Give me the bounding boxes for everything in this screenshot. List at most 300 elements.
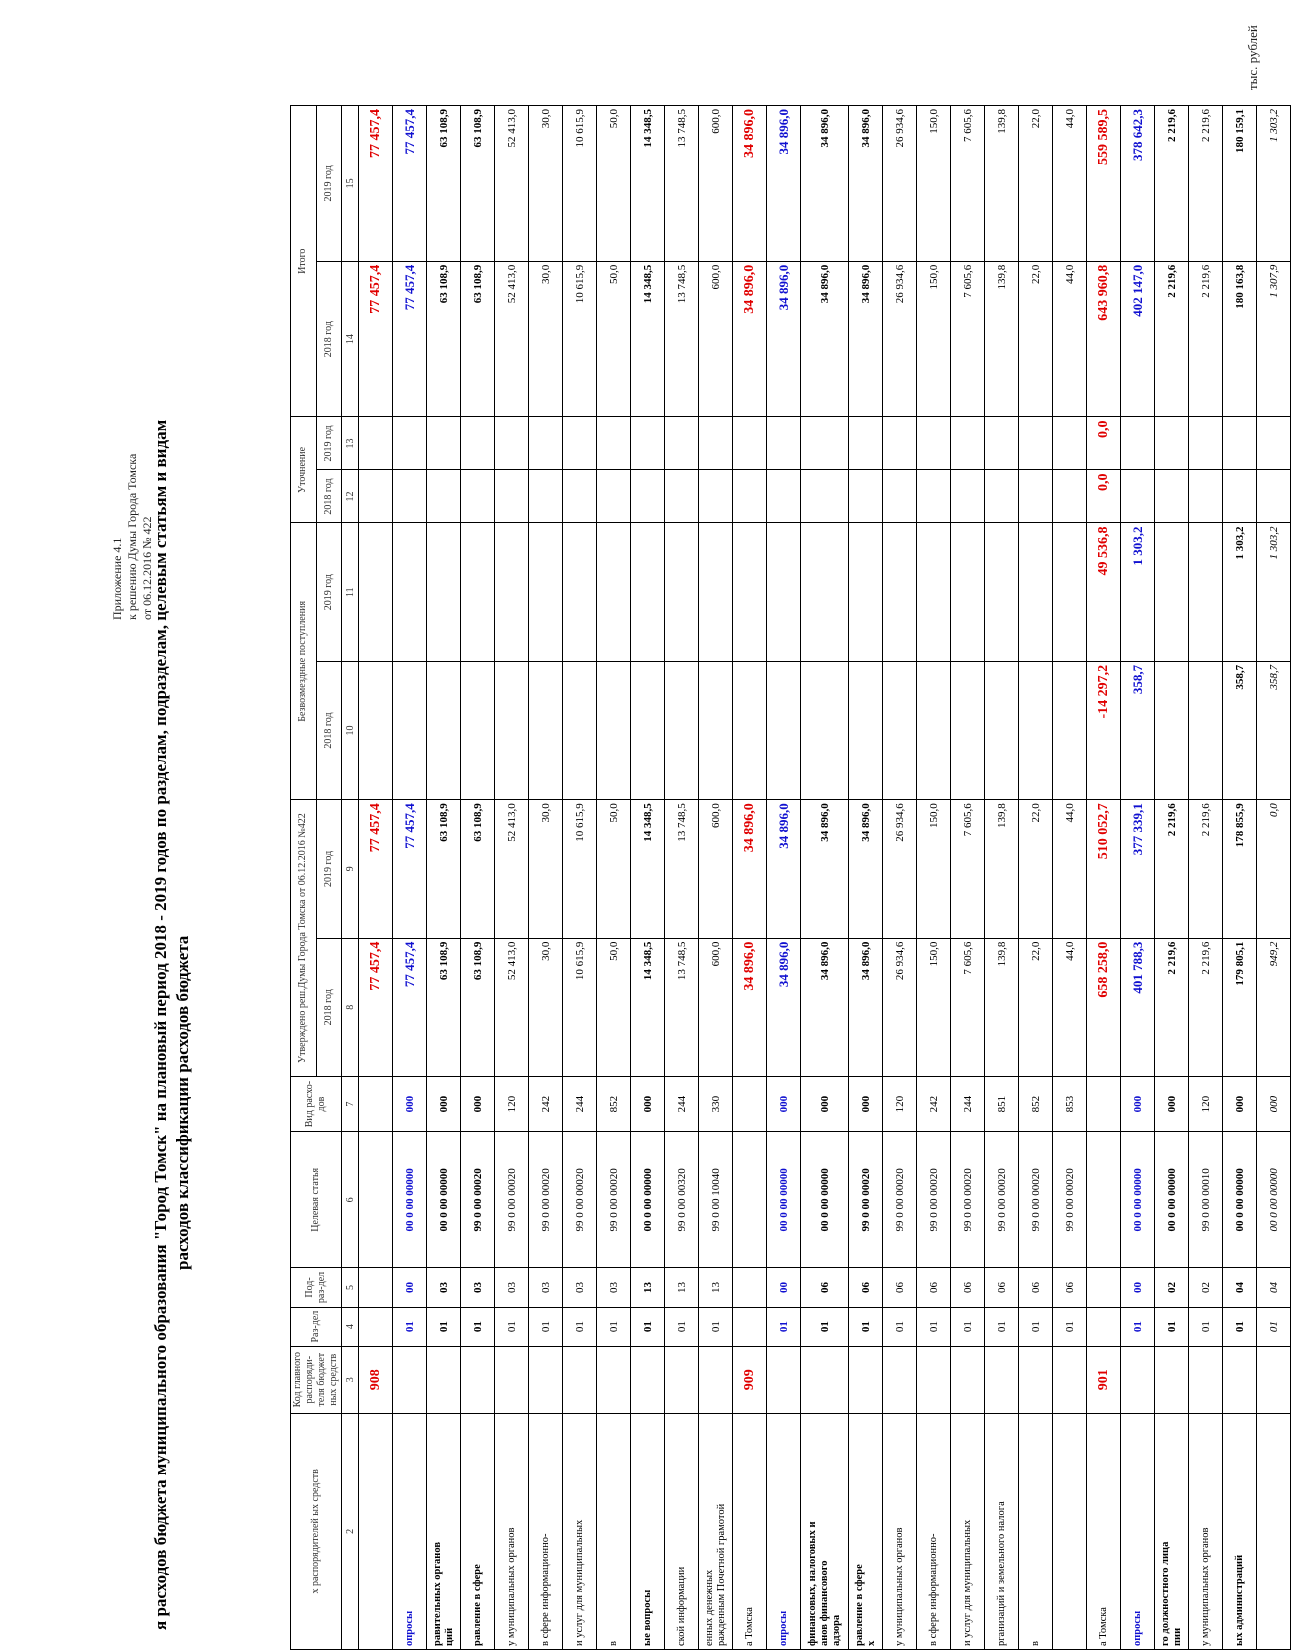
- row-vid: 000: [849, 1076, 883, 1131]
- row-name: [1053, 1413, 1087, 1649]
- row-name: финансовых, налоговых и анов финансового адзора: [801, 1413, 849, 1649]
- row-total-2018: 63 108,9: [461, 261, 495, 417]
- col-target: Целевая статья: [291, 1132, 342, 1268]
- row-free-2019: 1 303,2: [1121, 523, 1155, 661]
- row-razdel: 01: [1189, 1307, 1223, 1346]
- row-free-2019: [883, 523, 917, 661]
- row-podrazdel: 06: [801, 1268, 849, 1307]
- row-target: 99 0 00 00020: [985, 1132, 1019, 1268]
- row-code: [665, 1346, 699, 1413]
- row-podrazdel: 06: [883, 1268, 917, 1307]
- row-refine-2019: [1223, 417, 1257, 470]
- row-vid: [1087, 1076, 1121, 1131]
- table-row: [1019, 106, 1053, 1650]
- row-refine-2018: [1189, 470, 1223, 523]
- row-approved-2018: 658 258,0: [1087, 938, 1121, 1076]
- row-vid: 000: [1121, 1076, 1155, 1131]
- row-target: 99 0 00 00020: [563, 1132, 597, 1268]
- row-name: опросы: [767, 1413, 801, 1649]
- row-code: [1155, 1346, 1189, 1413]
- row-name: ской информации: [665, 1413, 699, 1649]
- row-approved-2019: 10 615,9: [563, 800, 597, 938]
- row-total-2019: 139,8: [985, 106, 1019, 262]
- row-refine-2018: [1019, 470, 1053, 523]
- row-target: 00 0 00 00000: [393, 1132, 427, 1268]
- row-free-2018: [985, 661, 1019, 799]
- row-razdel: 01: [917, 1307, 951, 1346]
- row-refine-2019: [883, 417, 917, 470]
- row-razdel: 01: [495, 1307, 529, 1346]
- row-approved-2018: 63 108,9: [427, 938, 461, 1076]
- column-number: 8: [342, 938, 359, 1076]
- row-total-2018: 402 147,0: [1121, 261, 1155, 417]
- col-approved-2019: 2019 год: [316, 800, 342, 938]
- row-code: [495, 1346, 529, 1413]
- row-vid: 000: [427, 1076, 461, 1131]
- row-approved-2019: 600,0: [699, 800, 733, 938]
- row-podrazdel: 13: [665, 1268, 699, 1307]
- appendix-header: [110, 220, 155, 620]
- row-refine-2018: [461, 470, 495, 523]
- row-podrazdel: 06: [849, 1268, 883, 1307]
- row-refine-2019: [1019, 417, 1053, 470]
- row-total-2018: 34 896,0: [733, 261, 767, 417]
- row-free-2019: [563, 523, 597, 661]
- row-target: [1087, 1132, 1121, 1268]
- row-razdel: 01: [801, 1307, 849, 1346]
- row-target: 99 0 00 00010: [1189, 1132, 1223, 1268]
- column-number: 2: [342, 1413, 359, 1649]
- row-total-2018: 34 896,0: [767, 261, 801, 417]
- row-vid: 120: [883, 1076, 917, 1131]
- row-free-2019: 1 303,2: [1223, 523, 1257, 661]
- row-podrazdel: 02: [1155, 1268, 1189, 1307]
- row-refine-2019: [631, 417, 665, 470]
- table-row: [917, 106, 951, 1650]
- row-razdel: [359, 1307, 393, 1346]
- row-name: в: [1019, 1413, 1053, 1649]
- row-refine-2019: [1189, 417, 1223, 470]
- row-vid: 244: [563, 1076, 597, 1131]
- row-refine-2019: [529, 417, 563, 470]
- row-free-2019: [631, 523, 665, 661]
- units-label: тыс. рублей: [1245, 25, 1260, 90]
- row-approved-2019: 63 108,9: [427, 800, 461, 938]
- row-free-2019: 1 303,2: [1257, 523, 1291, 661]
- row-refine-2019: [665, 417, 699, 470]
- table-row: [597, 106, 631, 1650]
- row-code: [563, 1346, 597, 1413]
- row-total-2018: 600,0: [699, 261, 733, 417]
- row-total-2018: 14 348,5: [631, 261, 665, 417]
- row-free-2018: [699, 661, 733, 799]
- row-code: [917, 1346, 951, 1413]
- row-target: 00 0 00 00000: [1223, 1132, 1257, 1268]
- row-code: [1257, 1346, 1291, 1413]
- row-target: [359, 1132, 393, 1268]
- row-refine-2019: [767, 417, 801, 470]
- row-approved-2019: 30,0: [529, 800, 563, 938]
- row-refine-2018: [665, 470, 699, 523]
- row-total-2018: 22,0: [1019, 261, 1053, 417]
- row-approved-2019: 34 896,0: [801, 800, 849, 938]
- row-approved-2018: 600,0: [699, 938, 733, 1076]
- row-approved-2019: 13 748,5: [665, 800, 699, 938]
- row-approved-2018: 949,2: [1257, 938, 1291, 1076]
- table-row: [1087, 106, 1121, 1650]
- row-code: [699, 1346, 733, 1413]
- row-refine-2018: [883, 470, 917, 523]
- table-row: [563, 106, 597, 1650]
- table-row: [1155, 106, 1189, 1650]
- row-approved-2019: 50,0: [597, 800, 631, 938]
- row-podrazdel: 03: [495, 1268, 529, 1307]
- row-name: в: [597, 1413, 631, 1649]
- col-approved: Утверждено реш.Думы Города Томска от 06.12.2016 №422: [291, 800, 317, 1077]
- row-target: 99 0 00 00020: [1053, 1132, 1087, 1268]
- row-podrazdel: 06: [917, 1268, 951, 1307]
- decision-reference: к решению Думы Города Томска: [125, 453, 139, 620]
- row-total-2019: 22,0: [1019, 106, 1053, 262]
- row-approved-2019: 26 934,6: [883, 800, 917, 938]
- row-refine-2019: [563, 417, 597, 470]
- row-target: 00 0 00 00000: [1155, 1132, 1189, 1268]
- row-razdel: 01: [665, 1307, 699, 1346]
- row-vid: 330: [699, 1076, 733, 1131]
- row-target: 99 0 00 00020: [461, 1132, 495, 1268]
- row-podrazdel: 04: [1257, 1268, 1291, 1307]
- row-vid: 242: [529, 1076, 563, 1131]
- row-razdel: 01: [767, 1307, 801, 1346]
- col-approved-2018: 2018 год: [316, 938, 342, 1076]
- row-approved-2019: 34 896,0: [849, 800, 883, 938]
- column-number: 6: [342, 1132, 359, 1268]
- row-podrazdel: 03: [427, 1268, 461, 1307]
- row-approved-2018: 10 615,9: [563, 938, 597, 1076]
- row-name: [359, 1413, 393, 1649]
- appendix-number: Приложение 4.1: [110, 537, 124, 620]
- row-razdel: 01: [699, 1307, 733, 1346]
- row-total-2018: 77 457,4: [393, 261, 427, 417]
- col-refine-2018: 2018 год: [316, 470, 342, 523]
- row-razdel: 01: [1257, 1307, 1291, 1346]
- header-row: [291, 106, 317, 1650]
- row-refine-2018: [1053, 470, 1087, 523]
- row-free-2019: [461, 523, 495, 661]
- row-free-2019: [767, 523, 801, 661]
- row-free-2018: [393, 661, 427, 799]
- row-approved-2018: 2 219,6: [1155, 938, 1189, 1076]
- row-razdel: 01: [563, 1307, 597, 1346]
- row-approved-2018: 13 748,5: [665, 938, 699, 1076]
- row-total-2018: 77 457,4: [359, 261, 393, 417]
- row-vid: 000: [801, 1076, 849, 1131]
- row-refine-2019: [1155, 417, 1189, 470]
- row-target: [733, 1132, 767, 1268]
- column-number: 11: [342, 523, 359, 661]
- row-vid: 120: [1189, 1076, 1223, 1131]
- row-free-2018: [359, 661, 393, 799]
- row-vid: 244: [665, 1076, 699, 1131]
- row-total-2019: 13 748,5: [665, 106, 699, 262]
- row-razdel: 01: [985, 1307, 1019, 1346]
- row-total-2018: 13 748,5: [665, 261, 699, 417]
- row-total-2019: 2 219,6: [1155, 106, 1189, 262]
- row-refine-2019: [1053, 417, 1087, 470]
- row-total-2019: 2 219,6: [1189, 106, 1223, 262]
- row-total-2018: 180 163,8: [1223, 261, 1257, 417]
- row-refine-2019: [1257, 417, 1291, 470]
- row-podrazdel: 00: [1121, 1268, 1155, 1307]
- row-name: рганизаций и земельного налога: [985, 1413, 1019, 1649]
- row-total-2018: 34 896,0: [849, 261, 883, 417]
- row-total-2019: 559 589,5: [1087, 106, 1121, 262]
- row-razdel: 01: [883, 1307, 917, 1346]
- row-refine-2018: [801, 470, 849, 523]
- table-row: [883, 106, 917, 1650]
- row-razdel: 01: [461, 1307, 495, 1346]
- row-name: опросы: [1121, 1413, 1155, 1649]
- row-free-2018: [1019, 661, 1053, 799]
- column-number: 5: [342, 1268, 359, 1307]
- col-code: Код главного распоряди-теля бюджет ных средств: [291, 1346, 342, 1413]
- row-approved-2019: 34 896,0: [733, 800, 767, 938]
- row-code: [951, 1346, 985, 1413]
- row-code: 901: [1087, 1346, 1121, 1413]
- row-approved-2019: 22,0: [1019, 800, 1053, 938]
- row-free-2019: [849, 523, 883, 661]
- row-free-2018: [1053, 661, 1087, 799]
- row-total-2019: 44,0: [1053, 106, 1087, 262]
- row-name: ые вопросы: [631, 1413, 665, 1649]
- row-approved-2019: 77 457,4: [359, 800, 393, 938]
- table-row: [461, 106, 495, 1650]
- row-vid: [733, 1076, 767, 1131]
- row-refine-2018: [849, 470, 883, 523]
- row-free-2018: [461, 661, 495, 799]
- row-podrazdel: 13: [699, 1268, 733, 1307]
- column-number: 7: [342, 1076, 359, 1131]
- row-podrazdel: [359, 1268, 393, 1307]
- row-podrazdel: 03: [461, 1268, 495, 1307]
- row-approved-2019: 139,8: [985, 800, 1019, 938]
- row-code: [461, 1346, 495, 1413]
- row-code: 909: [733, 1346, 767, 1413]
- row-refine-2018: [427, 470, 461, 523]
- row-total-2019: 10 615,9: [563, 106, 597, 262]
- row-name: равительных органов ций: [427, 1413, 461, 1649]
- row-podrazdel: [733, 1268, 767, 1307]
- row-total-2019: 180 159,1: [1223, 106, 1257, 262]
- row-free-2018: [917, 661, 951, 799]
- row-refine-2019: [917, 417, 951, 470]
- row-refine-2018: [631, 470, 665, 523]
- row-refine-2019: [985, 417, 1019, 470]
- row-approved-2019: 178 855,9: [1223, 800, 1257, 938]
- row-name: равление в сфере: [461, 1413, 495, 1649]
- row-vid: 000: [1257, 1076, 1291, 1131]
- row-free-2018: [563, 661, 597, 799]
- row-code: 908: [359, 1346, 393, 1413]
- row-approved-2018: 179 805,1: [1223, 938, 1257, 1076]
- column-number: 9: [342, 800, 359, 938]
- col-free-2018: 2018 год: [316, 661, 342, 799]
- table-row: [699, 106, 733, 1650]
- row-code: [1019, 1346, 1053, 1413]
- row-approved-2019: 2 219,6: [1189, 800, 1223, 938]
- row-refine-2018: [1257, 470, 1291, 523]
- row-total-2019: 34 896,0: [767, 106, 801, 262]
- row-razdel: 01: [1053, 1307, 1087, 1346]
- row-free-2018: [1155, 661, 1189, 799]
- title-line-1: я расходов бюджета муниципального образования "Город Томск" на плановый период 2018 - 2019 годов по разделам, подразделам, целевым статьям и видам: [151, 419, 170, 1630]
- row-name: [1257, 1413, 1291, 1649]
- row-target: 99 0 00 00020: [849, 1132, 883, 1268]
- row-name: равление в сфере х: [849, 1413, 883, 1649]
- row-vid: 000: [767, 1076, 801, 1131]
- row-total-2019: 77 457,4: [393, 106, 427, 262]
- row-approved-2018: 150,0: [917, 938, 951, 1076]
- row-free-2019: [597, 523, 631, 661]
- row-approved-2019: 52 413,0: [495, 800, 529, 938]
- row-total-2019: 34 896,0: [733, 106, 767, 262]
- table-row: [427, 106, 461, 1650]
- row-free-2019: [733, 523, 767, 661]
- column-number: 13: [342, 417, 359, 470]
- row-razdel: 01: [1121, 1307, 1155, 1346]
- col-free-2019: 2019 год: [316, 523, 342, 661]
- row-name: го должностного лица пии: [1155, 1413, 1189, 1649]
- row-free-2018: [733, 661, 767, 799]
- row-target: 99 0 00 00020: [495, 1132, 529, 1268]
- table-row: [1053, 106, 1087, 1650]
- col-refine: Уточнение: [291, 417, 317, 523]
- table-body: [342, 106, 1291, 1650]
- col-razdel: Раз-дел: [291, 1307, 342, 1346]
- col-free: Безвозмездные поступления: [291, 523, 317, 800]
- row-free-2018: [665, 661, 699, 799]
- row-total-2019: 77 457,4: [359, 106, 393, 262]
- row-approved-2018: 2 219,6: [1189, 938, 1223, 1076]
- row-approved-2018: 7 605,6: [951, 938, 985, 1076]
- row-podrazdel: 06: [1019, 1268, 1053, 1307]
- row-name: и услуг для муниципальных: [563, 1413, 597, 1649]
- row-refine-2018: [699, 470, 733, 523]
- row-refine-2018: [393, 470, 427, 523]
- row-target: 99 0 00 00320: [665, 1132, 699, 1268]
- row-razdel: 01: [597, 1307, 631, 1346]
- row-name: енных денежных ражденным Почетной грамотой: [699, 1413, 733, 1649]
- row-free-2018: 358,7: [1223, 661, 1257, 799]
- row-total-2018: 1 307,9: [1257, 261, 1291, 417]
- row-vid: 000: [1155, 1076, 1189, 1131]
- row-refine-2018: [1121, 470, 1155, 523]
- row-approved-2018: 44,0: [1053, 938, 1087, 1076]
- row-total-2019: 150,0: [917, 106, 951, 262]
- row-target: 00 0 00 00000: [1257, 1132, 1291, 1268]
- row-approved-2018: 30,0: [529, 938, 563, 1076]
- row-code: [883, 1346, 917, 1413]
- row-total-2019: 34 896,0: [801, 106, 849, 262]
- row-free-2019: [393, 523, 427, 661]
- row-razdel: [733, 1307, 767, 1346]
- row-total-2019: 1 303,2: [1257, 106, 1291, 262]
- row-refine-2019: [427, 417, 461, 470]
- decision-date: от 06.12.2016 № 422: [140, 516, 154, 620]
- row-total-2018: 150,0: [917, 261, 951, 417]
- row-total-2019: 34 896,0: [849, 106, 883, 262]
- row-code: [849, 1346, 883, 1413]
- row-total-2019: 600,0: [699, 106, 733, 262]
- row-podrazdel: 02: [1189, 1268, 1223, 1307]
- row-refine-2019: [461, 417, 495, 470]
- row-podrazdel: 03: [597, 1268, 631, 1307]
- row-free-2019: [495, 523, 529, 661]
- row-vid: 000: [393, 1076, 427, 1131]
- row-total-2019: 378 642,3: [1121, 106, 1155, 262]
- row-total-2018: 2 219,6: [1189, 261, 1223, 417]
- row-total-2018: 10 615,9: [563, 261, 597, 417]
- row-razdel: 01: [1019, 1307, 1053, 1346]
- row-razdel: 01: [849, 1307, 883, 1346]
- row-razdel: 01: [631, 1307, 665, 1346]
- table-row: [801, 106, 849, 1650]
- row-podrazdel: 03: [563, 1268, 597, 1307]
- row-vid: 000: [631, 1076, 665, 1131]
- page-title: [150, 60, 194, 1630]
- row-free-2019: [1053, 523, 1087, 661]
- row-target: 99 0 00 10040: [699, 1132, 733, 1268]
- row-vid: 851: [985, 1076, 1019, 1131]
- row-total-2019: 26 934,6: [883, 106, 917, 262]
- row-approved-2018: 139,8: [985, 938, 1019, 1076]
- row-free-2018: [849, 661, 883, 799]
- row-vid: 242: [917, 1076, 951, 1131]
- row-vid: 852: [597, 1076, 631, 1131]
- table-row: [767, 106, 801, 1650]
- table-row: [359, 106, 393, 1650]
- row-code: [427, 1346, 461, 1413]
- row-podrazdel: 13: [631, 1268, 665, 1307]
- row-refine-2019: [733, 417, 767, 470]
- row-free-2019: [917, 523, 951, 661]
- row-refine-2018: [917, 470, 951, 523]
- row-name: в сфере информационно-: [917, 1413, 951, 1649]
- row-name: ых администраций: [1223, 1413, 1257, 1649]
- row-free-2018: [495, 661, 529, 799]
- row-total-2018: 52 413,0: [495, 261, 529, 417]
- row-code: [801, 1346, 849, 1413]
- row-code: [1053, 1346, 1087, 1413]
- row-refine-2018: 0,0: [1087, 470, 1121, 523]
- row-razdel: 01: [427, 1307, 461, 1346]
- row-free-2018: [597, 661, 631, 799]
- row-free-2019: [801, 523, 849, 661]
- row-approved-2019: 7 605,6: [951, 800, 985, 938]
- column-number: 14: [342, 261, 359, 417]
- row-name: а Томска: [1087, 1413, 1121, 1649]
- row-approved-2019: 34 896,0: [767, 800, 801, 938]
- row-approved-2018: 77 457,4: [393, 938, 427, 1076]
- table-row: [1223, 106, 1257, 1650]
- row-refine-2018: [359, 470, 393, 523]
- row-free-2019: [1189, 523, 1223, 661]
- row-free-2019: 49 536,8: [1087, 523, 1121, 661]
- row-podrazdel: [1087, 1268, 1121, 1307]
- row-free-2019: [529, 523, 563, 661]
- row-podrazdel: 06: [951, 1268, 985, 1307]
- row-approved-2018: 34 896,0: [849, 938, 883, 1076]
